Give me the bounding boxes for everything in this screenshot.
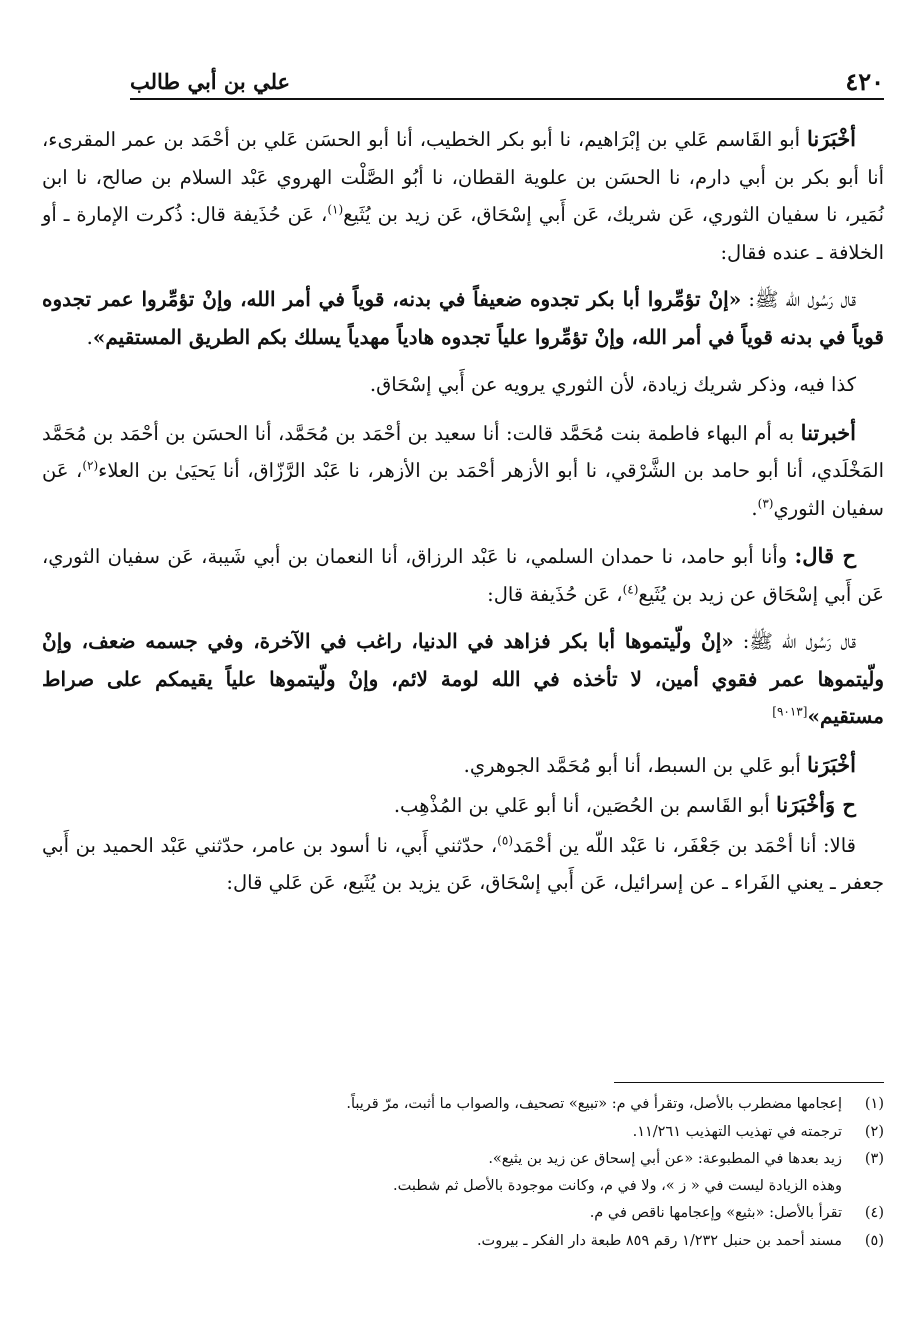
footnote-text: زيد بعدها في المطبوعة: «عن أبي إسحاق عن زيد بن يثيع». — [488, 1151, 842, 1167]
footnote-ref: (٥) — [497, 833, 513, 847]
paragraph-isnad-1 — [42, 120, 884, 271]
footnote-number: (٣) — [864, 1151, 884, 1167]
footnote — [60, 1120, 884, 1145]
paragraph-note: كذا فيه، وذكر شريك زيادة، لأن الثوري يرويه عن أَبي إسْحَاق. — [369, 373, 856, 396]
hadith-end: . — [86, 325, 93, 349]
page-header — [130, 62, 884, 100]
hadith-text: «إنْ تؤمِّروا أبا بكر تجدوه ضعيفاً في بدنه، قوياً في أمر الله، وإنْ تؤمِّروا عمر تجدوه قوياً في بدنه قوياً في أمر الله، وإنْ تؤمِّروا علياً تجدوه هادياً مهدياً يسلك بكم الطريق المستقيم» — [42, 287, 884, 349]
footnotes — [60, 1092, 884, 1256]
paragraph-text: أبو عَلي بن السبط، أنا أبو مُحَمَّد الجوهري. — [463, 753, 808, 777]
isnad-lead-word: أخْبَرَنا — [807, 126, 857, 151]
hadith-number: [٩٠١٣] — [772, 704, 808, 719]
paragraph-text: أبو القَاسم عَلي بن إبْرَاهيم، نا أبو بكر الخطيب، أنا أبو الحسَن عَلي بن أحْمَد بن عمر المقرىء، أنا أبو بكر بن أبي دارم، نا الحسَن بن علوية القطان، نا أبُو الصَّلْت الهروي عَبْد السلام بن صالح، نا ابن نُمَير، نا سفيان الثوري، عَن شريك، عَن أَبي إسْحَاق، عَن زيد بن يُثَيع — [42, 128, 885, 226]
footnote-separator — [614, 1082, 884, 1083]
page-number: ٤٢٠ — [845, 67, 884, 96]
paragraph-text: به أم البهاء فاطمة بنت مُحَمَّد قالت: أنا سعيد بن أحْمَد بن مُحَمَّد، أنا الحسَن بن أحْمَد بن مُحَمَّد المَخْلَدي، أنا أبو حامد بن الشَّرْقي، نا أبو الأزهر أحْمَد بن الأزهر، نا عَبْد الرَّزّاق، أنا يَحيَىٰ بن العلاء — [42, 421, 884, 482]
hadith-intro: قال رَسُول الله ﷺ: — [733, 630, 856, 653]
paragraph-isnad-3 — [42, 537, 884, 613]
footnote — [60, 1092, 884, 1117]
paragraph-text: ، حدّثني أَبي، نا أسود بن عامر، حدّثني عَبْد الحميد بن أَبي جعفر ـ يعني الفَراء ـ عن إسرائيل، عَن أَبي إسْحَاق، عَن يزيد بن يُثَيع، عَن عَلي قال: — [42, 833, 884, 894]
footnote-continuation: وهذه الزيادة ليست في « ز »، ولا في م، وكانت موجودة بالأصل ثم شطبت. — [392, 1177, 842, 1194]
paragraph-isnad-6 — [42, 827, 884, 902]
paragraph-hadith-2 — [42, 623, 884, 736]
hadith-intro: قال رَسُول الله ﷺ: — [741, 288, 856, 311]
footnote — [60, 1201, 884, 1226]
footnote — [60, 1147, 884, 1198]
main-text — [42, 120, 884, 912]
footnote-number: (١) — [864, 1096, 884, 1112]
isnad-lead-word: ح وَأخْبَرَنا — [776, 792, 856, 817]
isnad-lead-word: ح قال: — [794, 543, 856, 568]
paragraph-isnad-5 — [42, 786, 884, 825]
footnote-text: تقرأ بالأصل: «بثيع» وإعجامها ناقص في م. — [589, 1205, 842, 1221]
footnote — [60, 1229, 884, 1254]
footnote-ref: (١) — [327, 202, 344, 217]
footnote-text: إعجامها مضطرب بالأصل، وتقرأ في م: «تبيع» تصحيف، والصواب ما أثبت، مرّ قريباً. — [346, 1096, 842, 1112]
paragraph-isnad-2 — [42, 414, 884, 528]
footnote-number: (٤) — [864, 1205, 884, 1221]
paragraph-isnad-4 — [42, 746, 884, 785]
paragraph-text: أبو القَاسم بن الحُصَين، أنا أبو عَلي بن المُذْهِب. — [393, 794, 776, 817]
paragraph-text: ، عَن سفيان الثوري — [42, 459, 884, 520]
paragraph-text: ، عَن حُذَيفة قال: — [487, 582, 623, 606]
footnote-ref: (٢) — [82, 458, 99, 473]
footnote-number: (٥) — [864, 1232, 884, 1249]
footnote-ref: (٣) — [757, 496, 774, 510]
footnote-text: ترجمته في تهذيب التهذيب ١١/٢٦١. — [632, 1123, 842, 1140]
isnad-lead-word: أخبرتنا — [800, 419, 856, 445]
paragraph-hadith-1 — [42, 281, 884, 356]
running-title: علي بن أبي طالب — [130, 69, 291, 94]
footnote-text: مسند أحمد بن حنبل ١/٢٣٢ رقم ٨٥٩ طبعة دار الفكر ـ بيروت. — [476, 1232, 842, 1249]
footnote-ref: (٤) — [622, 582, 639, 596]
paragraph-text: وأنا أبو حامد، نا حمدان السلمي، نا عَبْد الرزاق، أنا النعمان بن أبي شَيبة، عَن سفيان الثوري، عَن أَبي إسْحَاق عن زيد بن يُثَيع — [42, 545, 884, 606]
hadith-text: «إنْ ولّيتموها أبا بكر فزاهد في الدنيا، راغب في الآخرة، وفي جسمه ضعف، وإنْ ولّيتموها عمر فقوي أمين، لا تأخذه في الله لومة لائم، وإنْ ولّيتموها علياً يقيمكم على صراط مستقيم» — [42, 629, 884, 728]
paragraph-text: قالا: أنا أحْمَد بن جَعْفَر، نا عَبْد اللّه ين أحْمَد — [513, 833, 856, 857]
paragraph-text: ، عَن حُذَيفة قال: ذُكرت الإمارة ـ أو الخلافة ـ عنده فقال: — [42, 203, 884, 264]
paragraph-text: . — [751, 496, 758, 520]
footnote-number: (٢) — [864, 1123, 884, 1140]
isnad-lead-word: أخْبَرَنا — [807, 751, 856, 777]
